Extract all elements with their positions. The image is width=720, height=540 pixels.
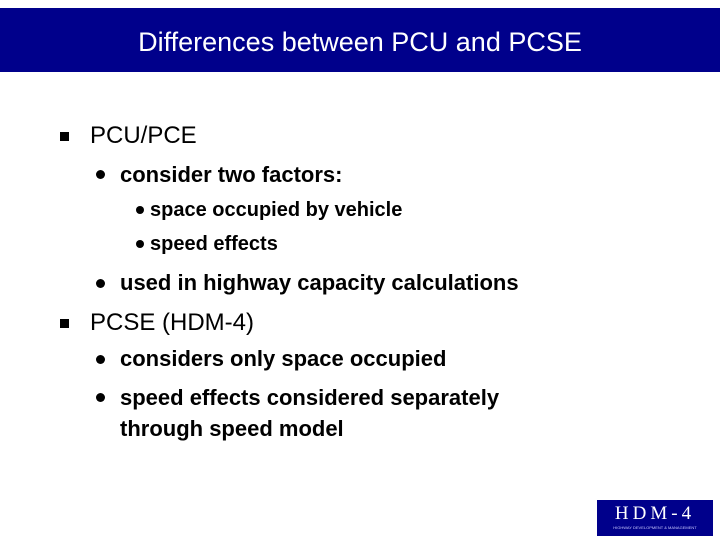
- hdm4-logo: [597, 500, 713, 536]
- round-bullet-icon: [136, 206, 144, 214]
- round-bullet-icon: [96, 279, 105, 288]
- bullet-space-only: considers only space occupied: [120, 346, 447, 371]
- round-bullet-icon: [96, 170, 105, 179]
- bullet-highway-capacity: used in highway capacity calculations: [120, 270, 519, 295]
- bullet-pcu: PCU/PCE: [90, 122, 197, 149]
- round-bullet-icon: [136, 240, 144, 248]
- round-bullet-icon: [96, 393, 105, 402]
- bullet-space-occupied: space occupied by vehicle: [150, 199, 403, 221]
- logo-subtext: HIGHWAY DEVELOPMENT & MANAGEMENT: [613, 525, 697, 530]
- bullet-speed-separately: speed effects considered separately: [120, 385, 500, 410]
- bullet-speed-model: through speed model: [120, 416, 344, 441]
- slide-title: Differences between PCU and PCSE: [138, 27, 582, 57]
- logo-text: HDM-4: [614, 503, 696, 524]
- round-bullet-icon: [96, 355, 105, 364]
- square-bullet-icon: [60, 132, 69, 141]
- bullet-speed-effects: speed effects: [150, 233, 278, 255]
- bullet-pcse: PCSE (HDM-4): [90, 309, 255, 336]
- bullet-two-factors: consider two factors:: [120, 162, 343, 187]
- square-bullet-icon: [60, 319, 69, 328]
